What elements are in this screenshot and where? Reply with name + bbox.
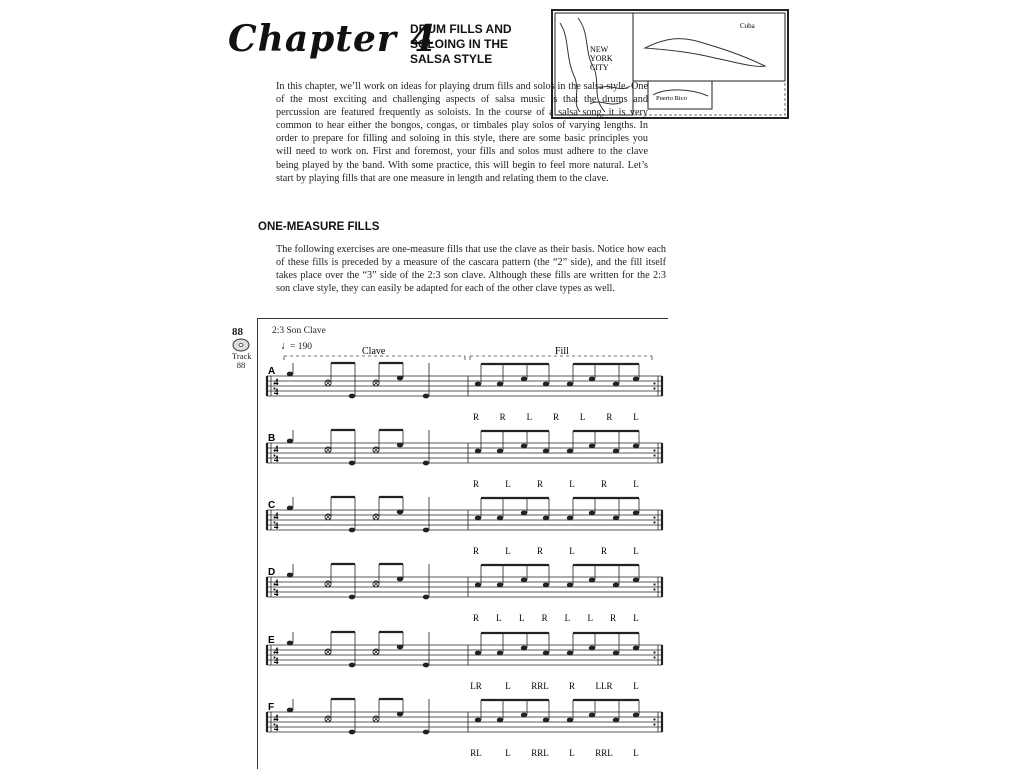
note-head [567,516,573,521]
sticking-label: RRL [595,748,613,758]
note-head [475,583,481,588]
sticking-label: L [633,613,639,623]
note-head [423,461,429,466]
note-head [567,449,573,454]
exercise-letter: C [268,500,276,511]
quarter-note-icon: ♩ [281,340,292,352]
time-signature: 4 [274,588,279,598]
exercise-letter: B [268,433,276,444]
note-head [589,444,595,449]
sticking-label: L [633,748,639,758]
exercise-letter: E [268,635,275,646]
time-signature: 4 [274,377,279,387]
note-head [397,443,403,448]
note-head [349,730,355,735]
note-head [543,382,549,387]
sticking-label: L [569,748,575,758]
note-head [589,511,595,516]
note-head [397,712,403,717]
note-head [349,663,355,668]
exercise-b [267,430,662,489]
sticking-label: L [505,479,511,489]
time-signature: 4 [274,723,279,733]
note-head [589,713,595,718]
exercise-d [267,564,662,623]
sticking-label: R [568,681,576,691]
note-head [613,718,619,723]
track-number: 88 [236,360,246,370]
time-signature: 4 [274,521,279,531]
sticking-label: L [579,412,586,422]
sticking-label: R [600,479,608,489]
map-label-cuba: Cuba [740,22,755,30]
sticking-label: R [536,546,544,556]
note-head [633,713,639,718]
map-label-puerto-rico: Puerto Rico [656,95,687,102]
note-head [589,377,595,382]
note-head [423,730,429,735]
time-signature: 4 [274,454,279,464]
note-head [397,510,403,515]
time-signature: 4 [274,646,279,656]
sticking-label: L [518,613,525,623]
note-head [613,382,619,387]
exercise-letter: F [268,702,275,713]
exercise-f [267,699,662,758]
note-head [613,449,619,454]
sticking-label: L [564,613,571,623]
sticking-label: R [472,613,480,623]
time-signature: 4 [274,387,279,397]
note-head [349,394,355,399]
sticking-label: LR [470,681,482,691]
note-head [567,583,573,588]
section-paragraph: The following exercises are one-measure fills that use the clave as their basis. Notice how each of these fills is preceded by a measure of the cascara pattern (the “2” side), and the fill itself takes place over the “3” side of the 2:3 son clave. Although these fills are written for the 2:3 son clave style, they can easily be adapted for each of the other clave types as well. [276,244,666,295]
time-signature: 4 [274,511,279,521]
note-head [521,578,527,583]
note-head [397,376,403,381]
sticking-label: R [606,412,613,422]
note-head [633,444,639,449]
sticking-label: RL [470,748,482,758]
sticking-label: L [505,546,511,556]
note-head [567,382,573,387]
sticking-label: L [505,748,511,758]
time-signature: 4 [274,656,279,666]
note-head [613,583,619,588]
note-head [287,372,293,377]
note-head [543,449,549,454]
sticking-label: R [536,479,544,489]
sticking-label: L [633,546,639,556]
subtitle-line: DRUM FILLS AND [410,22,512,36]
note-head [521,444,527,449]
note-head [589,646,595,651]
note-head [349,528,355,533]
sticking-label: R [552,412,560,422]
exercise-c [267,497,662,556]
chapter-title: Chapter 4 [228,18,437,60]
note-head [497,449,503,454]
sticking-label: L [569,479,575,489]
bracket-label-fill: Fill [555,346,569,357]
note-head [521,713,527,718]
note-head [423,394,429,399]
note-head [521,377,527,382]
exercise-a [267,363,662,422]
note-head [423,663,429,668]
sticking-label: R [472,479,480,489]
note-head [613,651,619,656]
sticking-label: L [496,613,502,623]
sticking-label: L [526,412,533,422]
track-word: Track [232,351,252,361]
note-head [423,528,429,533]
note-head [475,651,481,656]
exercise-letter: D [268,567,276,578]
map-label: CITY [590,63,609,72]
note-head [521,646,527,651]
note-head [287,641,293,646]
note-head [475,449,481,454]
sticking-label: LLR [595,681,613,691]
note-head [633,646,639,651]
note-head [423,595,429,600]
note-head [397,645,403,650]
note-head [287,506,293,511]
time-signature: 4 [274,713,279,723]
note-head [475,382,481,387]
sticking-label: RRL [531,681,549,691]
sticking-label: RRL [531,748,549,758]
note-head [497,516,503,521]
page-number: 88 [232,326,243,338]
note-head [633,511,639,516]
sticking-label: L [569,546,575,556]
exercise-e [267,632,662,691]
intro-paragraph: In this chapter, we’ll work on ideas for playing drum fills and solos in the salsa style. One of the most exciting and challenging aspects of salsa music is that the drums and percussion are featured frequently as soloists. In the course of a salsa song, it is very common to hear either the bongos, congas, or timbales play solos of varying lengths. In order to prepare for filling and soloing in this style, there are some basic principles you will need to work on. First and foremost, your fills and solos must adhere to the clave being played by the band. With some practice, this will begin to feel more natural. Let’s start by playing fills that are one measure in length and relating them to the clave. [276,81,648,184]
note-head [589,578,595,583]
note-head [287,439,293,444]
note-head [543,516,549,521]
note-head [349,595,355,600]
note-head [497,382,503,387]
sticking-label: R [472,546,480,556]
sticking-label: L [505,681,511,691]
sticking-label: R [610,613,617,623]
note-head [567,718,573,723]
sticking-label: R [541,613,548,623]
clave-type-label: 2:3 Son Clave [272,326,326,336]
subtitle-line: SOLOING IN THE [410,37,509,51]
note-head [497,583,503,588]
note-head [543,718,549,723]
note-head [497,718,503,723]
note-head [287,573,293,578]
map-label: NEW [590,45,609,54]
map-label: YORK [590,54,613,63]
sticking-label: R [472,412,480,422]
sticking-label: L [633,681,639,691]
section-heading: ONE-MEASURE FILLS [258,221,380,233]
note-head [543,583,549,588]
note-head [287,708,293,713]
sticking-label: L [633,479,639,489]
note-head [349,461,355,466]
note-head [475,718,481,723]
bracket-label-clave: Clave [362,346,386,357]
note-head [613,516,619,521]
note-head [497,651,503,656]
exercise-letter: A [268,366,276,377]
note-head [633,578,639,583]
tempo-label: = 190 [290,342,312,352]
note-head [475,516,481,521]
note-head [521,511,527,516]
sticking-label: R [600,546,608,556]
subtitle-line: SALSA STYLE [410,52,493,66]
note-head [633,377,639,382]
sticking-label: L [633,412,639,422]
time-signature: 4 [274,578,279,588]
note-head [567,651,573,656]
note-head [543,651,549,656]
note-head [397,577,403,582]
sticking-label: L [587,613,594,623]
time-signature: 4 [274,444,279,454]
sticking-label: R [499,412,506,422]
